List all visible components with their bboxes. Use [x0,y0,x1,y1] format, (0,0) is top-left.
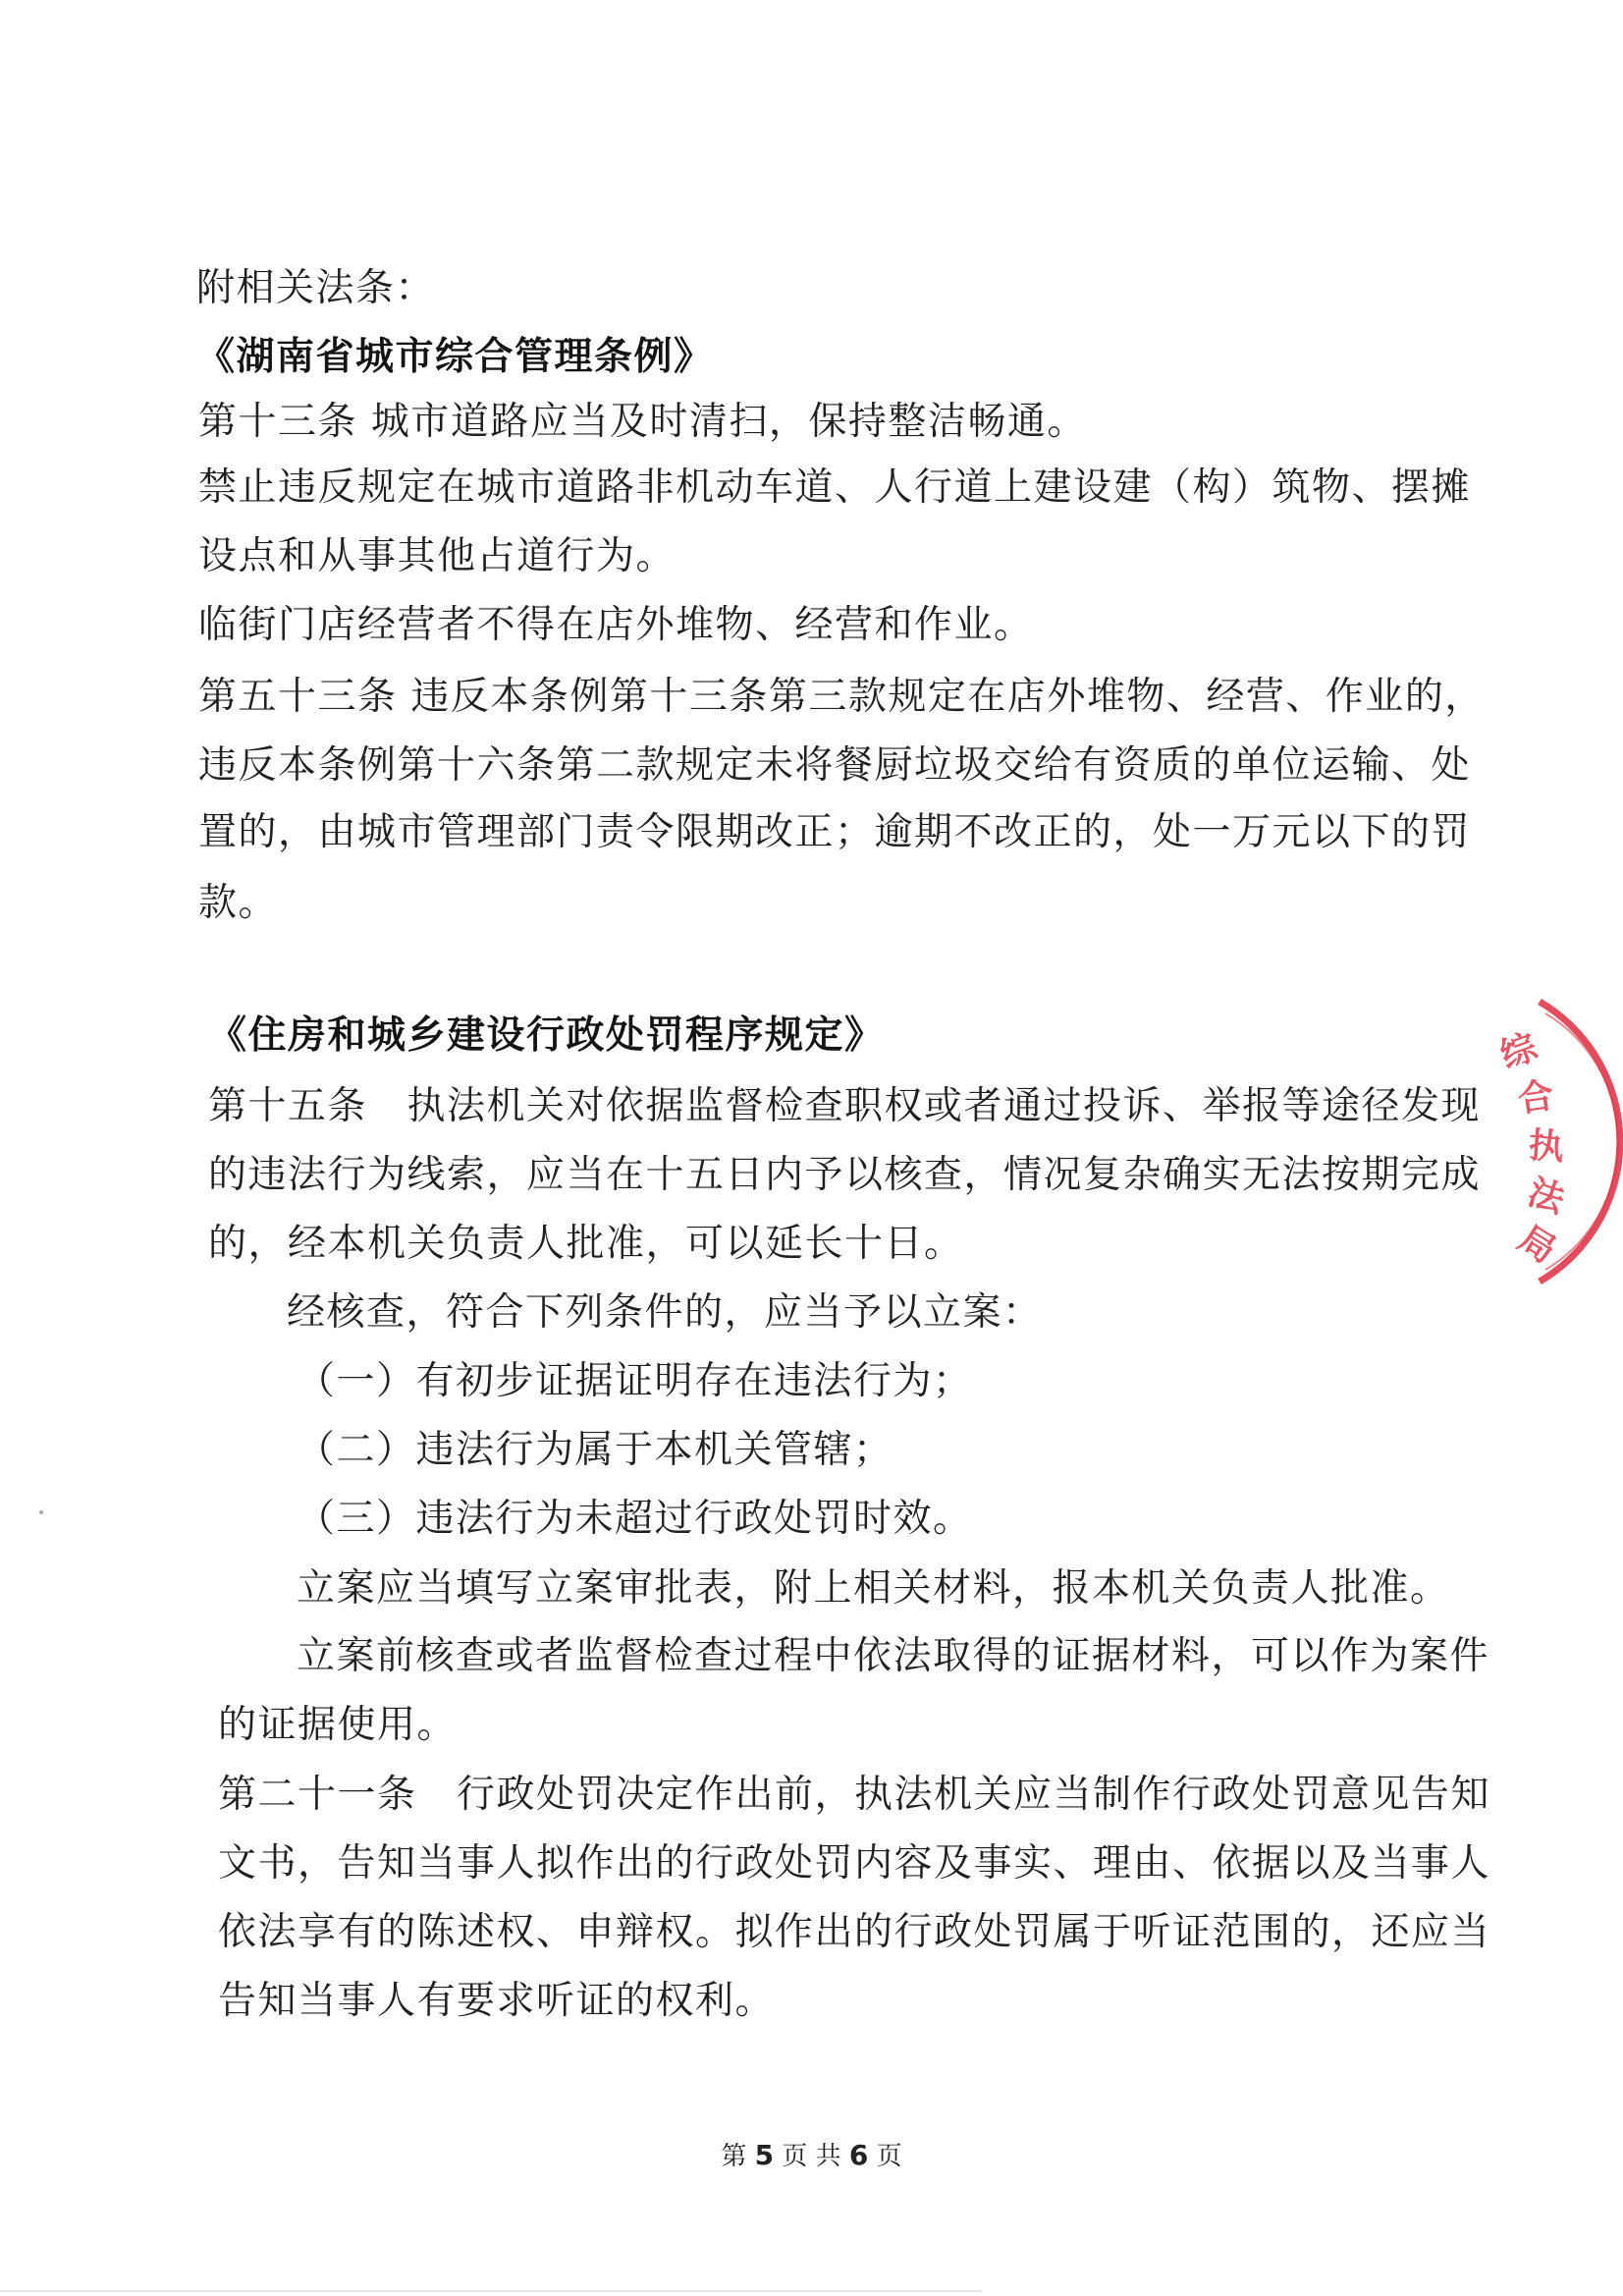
article-15-line-1: 第十五条 执法机关对依据监督检查职权或者通过投诉、举报等途径发现 [208,1084,1482,1128]
article-13-line-1: 第十三条 城市道路应当及时清扫，保持整洁畅通。 [198,400,1087,444]
article-21-line-4: 告知当事人有要求听证的权利。 [218,1979,776,2023]
article-15-line-3: 的，经本机关负责人批准，可以延长十日。 [208,1222,964,1266]
article-21-line-2: 文书，告知当事人拟作出的行政处罚内容及事实、理由、依据以及当事人 [218,1841,1491,1886]
svg-text:法: 法 [1523,1172,1570,1222]
article-21-line-3: 依法享有的陈述权、申辩权。拟作出的行政处罚属于听证范围的，还应当 [218,1910,1491,1954]
condition-2: （二）违法行为属于本机关管辖； [297,1428,893,1472]
annex-heading: 附相关法条： [196,266,436,310]
official-seal-icon [1463,992,1623,1286]
article-15-line-6: 立案前核查或者监督检查过程中依法取得的证据材料，可以作为案件 [297,1634,1490,1678]
page-number [0,2136,1623,2172]
page-total: 6 [848,2139,869,2171]
svg-text:综: 综 [1495,1026,1542,1077]
scan-speck [39,1510,43,1514]
article-21-line-1: 第二十一条 行政处罚决定作出前，执法机关应当制作行政处罚意见告知 [218,1773,1491,1817]
svg-text:执: 执 [1527,1125,1566,1169]
regulation-title-housing: 《住房和城乡建设行政处罚程序规定》 [208,1013,885,1058]
article-53-line-1: 第五十三条 违反本条例第十三条第三款规定在店外堆物、经营、作业的， [198,675,1485,719]
page-prefix: 第 [721,2142,747,2171]
article-15-line-5: 立案应当填写立案审批表，附上相关材料，报本机关负责人批准。 [297,1566,1450,1611]
article-53-line-4: 款。 [198,881,279,925]
article-15-line-7: 的证据使用。 [218,1703,458,1747]
article-53-line-2: 违反本条例第十六条第二款规定未将餐厨垃圾交给有资质的单位运输、处 [198,743,1472,788]
page-current: 5 [754,2139,775,2171]
article-15-line-2: 的违法行为线索，应当在十五日内予以核查，情况复杂确实无法按期完成 [208,1153,1482,1197]
article-13-line-3: 设点和从事其他占道行为。 [198,534,676,578]
article-15-line-4: 经核查，符合下列条件的，应当予以立案： [287,1290,1043,1335]
article-13-line-2: 禁止违反规定在城市道路非机动车道、人行道上建设建（构）筑物、摆摊 [198,465,1472,510]
page-middle: 页 共 [782,2142,841,2171]
regulation-title-hunan: 《湖南省城市综合管理条例》 [196,335,714,379]
condition-3: （三）违法行为未超过行政处罚时效。 [297,1497,973,1541]
page-suffix: 页 [876,2142,902,2171]
scan-edge-line [0,2290,982,2292]
condition-1: （一）有初步证据证明存在违法行为； [297,1359,973,1403]
svg-text:局: 局 [1511,1218,1563,1272]
svg-text:合: 合 [1515,1075,1556,1121]
article-53-line-3: 置的，由城市管理部门责令限期改正；逾期不改正的，处一万元以下的罚 [198,810,1472,854]
article-13-line-4: 临街门店经营者不得在店外堆物、经营和作业。 [198,603,1034,647]
